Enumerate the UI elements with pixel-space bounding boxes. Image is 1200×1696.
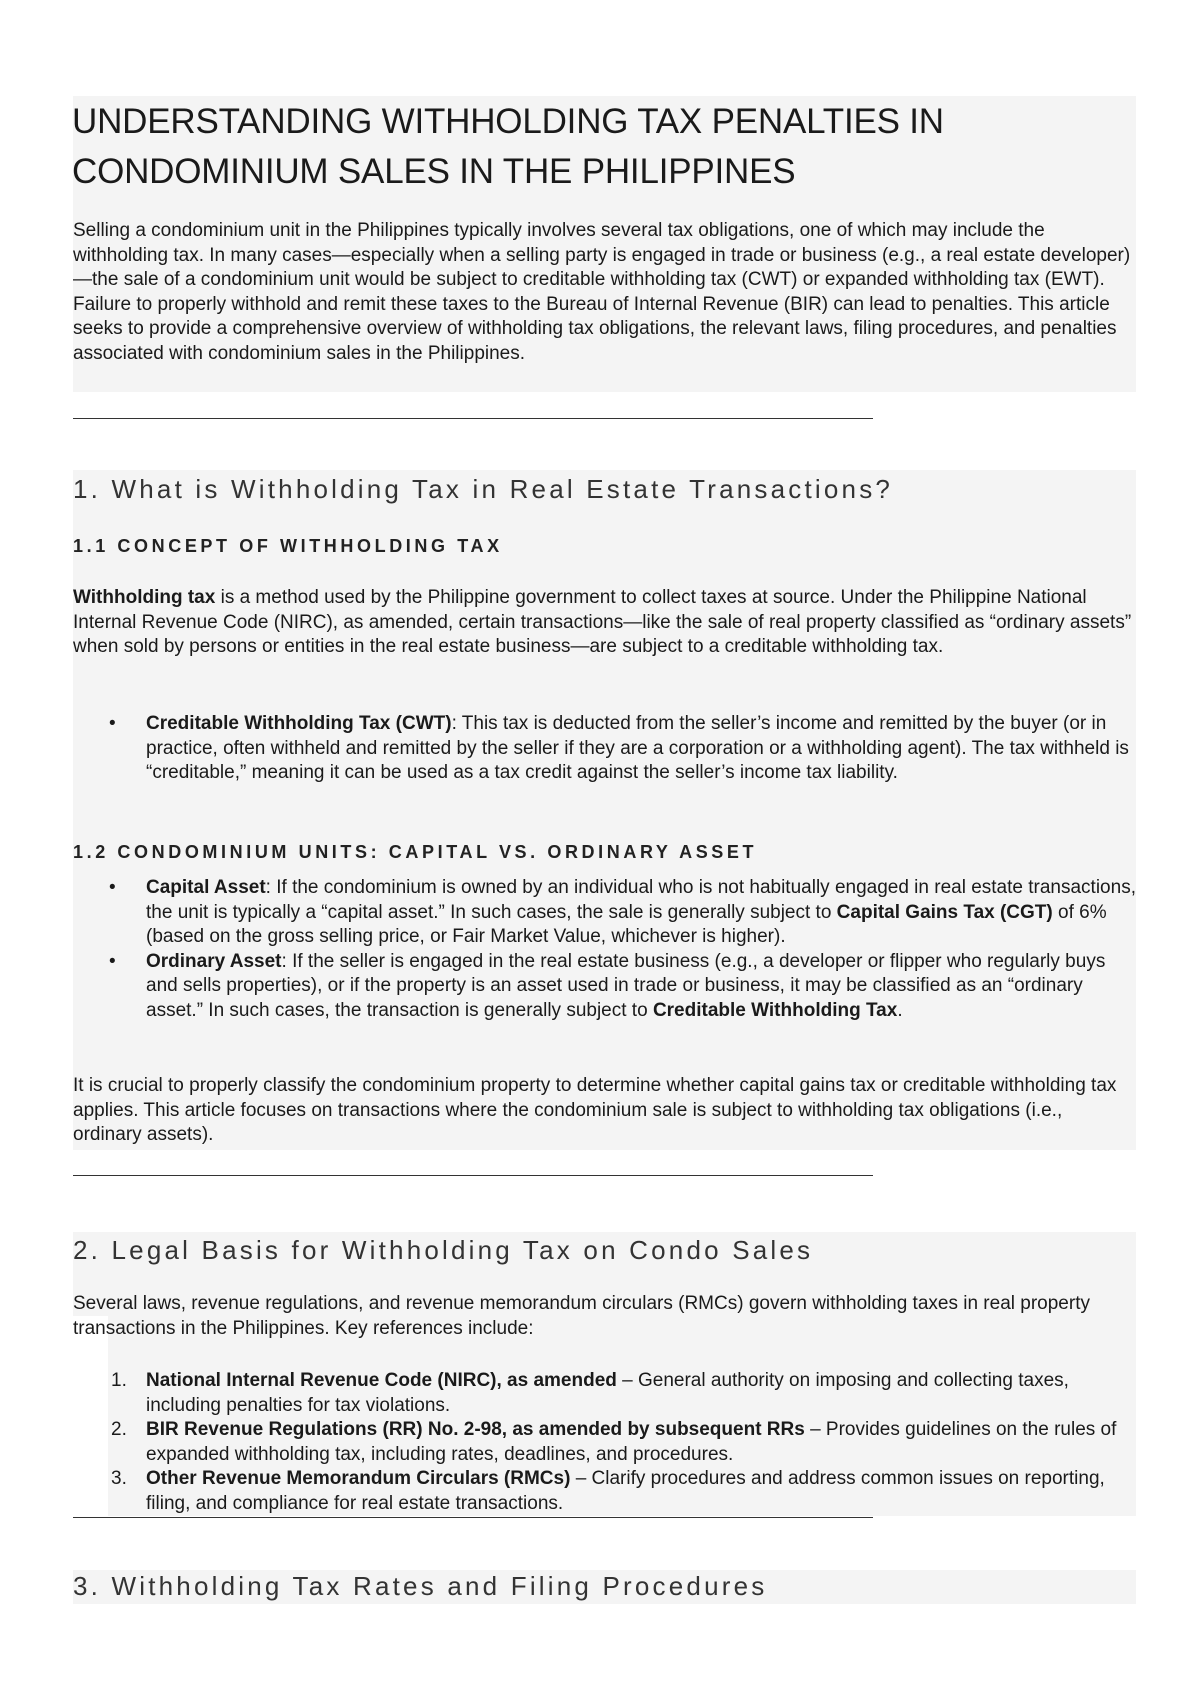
- paragraph-text: is a method used by the Philippine government to collect taxes at source. Under the Philippine National Internal Revenue Code (NIRC), as amended, certain transactions—like the sale of real property classified as “ordinary assets” when sold by persons or entities in the real estate business—are subject to a creditable withholding tax.: [73, 587, 1132, 658]
- withholding-tax-paragraph: [73, 586, 1135, 660]
- list-item: [73, 1467, 1136, 1516]
- bold-term: Creditable Withholding Tax: [652, 999, 898, 1021]
- list-item-text: : This tax is deducted from the seller’s income and remitted by the buyer (or in practice, often withheld and remitted by the seller if they are a corporation or a withholding agent). The tax withheld is “creditable,” meaning it can be used as a tax credit against the seller’s income tax liability.: [146, 713, 1129, 784]
- list-item: [73, 876, 1136, 950]
- intro-paragraph: Selling a condominium unit in the Philippines typically involves several tax obligations, one of which may include the withholding tax. In many cases—especially when a selling party is engaged in trade or business (e.g., a real estate developer)—the sale of a condominium unit would be subject to creditable withholding tax (CWT) or expanded withholding tax (EWT). Failure to properly withhold and remit these taxes to the Bureau of Internal Revenue (BIR) can lead to penalties. This article seeks to provide a comprehensive overview of withholding tax obligations, the relevant laws, filing procedures, and penalties associated with condominium sales in the Philippines.: [73, 220, 1131, 364]
- subsection-heading: 1.2 CONDOMINIUM UNITS: CAPITAL VS. ORDINARY ASSET: [73, 842, 758, 862]
- divider: [73, 1175, 873, 1176]
- list-item-text: : If the seller is engaged in the real estate business (e.g., a developer or flipper who regularly buys and sells properties), or if the property is an asset used in trade or business, it may be classified as an “ordinary asset.” In such cases, the transaction is generally subject to: [146, 950, 1106, 1021]
- legal-references-list: [73, 1369, 1136, 1517]
- list-item-text: : If the condominium is owned by an individual who is not habitually engaged in real estate transactions, the unit is typically a “capital asset.” In such cases, the sale is generally subject to: [146, 877, 1136, 923]
- list-item: [73, 950, 1136, 1024]
- section-heading: 1. What is Withholding Tax in Real Estate Transactions?: [73, 474, 894, 504]
- subsection-heading: 1.1 CONCEPT OF WITHHOLDING TAX: [73, 536, 503, 556]
- section-heading: 3. Withholding Tax Rates and Filing Procedures: [73, 1571, 768, 1601]
- list-item-text: of 6% (based on the gross selling price, or Fair Market Value, whichever is higher).: [146, 901, 1107, 948]
- divider: [73, 418, 873, 419]
- list-item: [73, 712, 1136, 786]
- list-item: [73, 1418, 1136, 1467]
- section-heading: 2. Legal Basis for Withholding Tax on Condo Sales: [73, 1235, 814, 1265]
- divider: [73, 1517, 873, 1518]
- page-title: UNDERSTANDING WITHHOLDING TAX PENALTIES IN CONDOMINIUM SALES IN THE PHILIPPINES: [72, 102, 944, 191]
- bold-term: BIR Revenue Regulations (RR) No. 2-98, as amended by subsequent RRs: [146, 1419, 805, 1441]
- legal-basis-paragraph: Several laws, revenue regulations, and revenue memorandum circulars (RMCs) govern withholding taxes in real property transactions in the Philippines. Key references include:: [73, 1293, 1090, 1339]
- list-item-text: – Provides guidelines on the rules of expanded withholding tax, including rates, deadlines, and procedures.: [146, 1419, 1117, 1465]
- bold-term: Capital Asset: [146, 877, 266, 898]
- bullet-icon: •: [109, 713, 116, 734]
- bullet-icon: •: [109, 950, 116, 972]
- list-item-text: – Clarify procedures and address common issues on reporting, filing, and compliance for real estate transactions.: [146, 1468, 1105, 1514]
- asset-bullet-list: [73, 876, 1136, 1024]
- list-number: 3.: [111, 1468, 127, 1490]
- bold-term: National Internal Revenue Code (NIRC), as amended: [146, 1370, 617, 1391]
- cwt-bullet-list: [73, 712, 1136, 786]
- list-number: 1.: [111, 1370, 127, 1391]
- bold-term: Capital Gains Tax (CGT): [836, 901, 1053, 923]
- bold-term: Ordinary Asset: [146, 950, 282, 972]
- list-item-text: – General authority on imposing and collecting taxes, including penalties for tax violations.: [146, 1370, 1069, 1416]
- list-item-text: .: [897, 999, 903, 1021]
- bold-term: Withholding tax: [73, 587, 216, 608]
- list-item: [73, 1369, 1136, 1418]
- bold-term: Other Revenue Memorandum Circulars (RMCs): [146, 1468, 571, 1490]
- bullet-icon: •: [109, 877, 116, 898]
- list-number: 2.: [111, 1419, 127, 1441]
- bold-term: Creditable Withholding Tax (CWT): [146, 713, 452, 734]
- classification-paragraph: It is crucial to properly classify the condominium property to determine whether capital gains tax or creditable withholding tax applies. This article focuses on transactions where the condominium sale is subject to withholding tax obligations (i.e., ordinary assets).: [73, 1075, 1117, 1146]
